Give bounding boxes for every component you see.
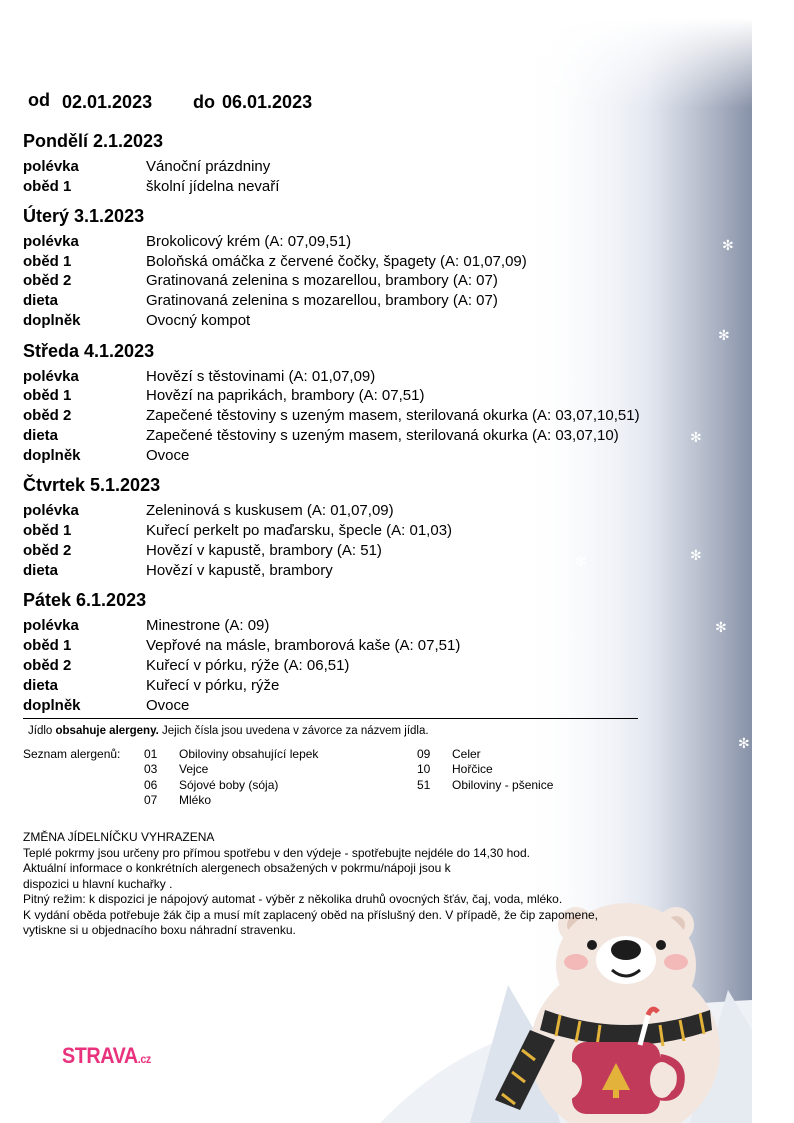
info-line: Pitný režim: k dispozici je nápojový automat - výběr z několika druhů ovocných šťáv, čaj, voda, mléko.: [23, 892, 563, 906]
meal-label: polévka: [23, 158, 79, 175]
meal-text: Vepřové na másle, bramborová kaše (A: 07,51): [146, 637, 461, 654]
svg-text:✻: ✻: [718, 328, 730, 344]
meal-label: oběd 1: [23, 637, 72, 654]
allergen-note-prefix: Jídlo: [28, 725, 56, 737]
meal-text: Hovězí v kapustě, brambory: [146, 562, 333, 579]
meal-label: doplněk: [23, 697, 81, 714]
meal-text: Minestrone (A: 09): [146, 617, 270, 634]
meal-text: Hovězí na paprikách, brambory (A: 07,51): [146, 387, 425, 404]
allergen-code: 10: [417, 762, 431, 776]
period-from-label: od: [28, 90, 50, 110]
allergen-name: Celer: [452, 747, 481, 761]
svg-text:✻: ✻: [738, 736, 750, 752]
meal-text: Brokolicový krém (A: 07,09,51): [146, 233, 352, 250]
divider: [23, 718, 638, 719]
meal-text: Vánoční prázdniny: [146, 158, 271, 175]
meal-text: Ovoce: [146, 697, 190, 714]
allergen-list-label: Seznam alergenů:: [23, 747, 121, 761]
svg-text:✻: ✻: [575, 554, 587, 570]
meal-label: dieta: [23, 562, 59, 579]
allergen-code: 01: [144, 747, 158, 761]
meal-label: oběd 1: [23, 178, 72, 195]
meal-text: školní jídelna nevaří: [146, 178, 280, 195]
allergen-note-bold: obsahuje alergeny.: [55, 725, 159, 737]
meal-text: Hovězí v kapustě, brambory (A: 51): [146, 542, 382, 559]
meal-label: doplněk: [23, 447, 81, 464]
meal-label: polévka: [23, 368, 79, 385]
info-line: Aktuální informace o konkrétních alergenech obsažených v pokrmu/nápoji jsou k dispozici u hlavní kuchařky .: [23, 861, 451, 891]
period-from-date: 02.01.2023: [62, 92, 153, 112]
allergen-code: 09: [417, 747, 431, 761]
day-title: Pondělí 2.1.2023: [23, 131, 164, 151]
meal-label: polévka: [23, 617, 79, 634]
day-title: Čtvrtek 5.1.2023: [23, 475, 161, 495]
meal-label: oběd 2: [23, 657, 72, 674]
info-line: Teplé pokrmy jsou určeny pro přímou spotřebu v den výdeje - spotřebujte nejdéle do 14,30 hod.: [23, 845, 530, 860]
svg-text:✻: ✻: [690, 548, 702, 564]
meal-label: polévka: [23, 233, 79, 250]
allergen-name: Vejce: [179, 762, 209, 776]
meal-label: dieta: [23, 292, 59, 309]
day-title: Úterý 3.1.2023: [23, 206, 145, 226]
info-block: [23, 830, 623, 939]
allergen-name: Sójové boby (sója): [179, 778, 279, 792]
meal-text: Gratinovaná zelenina s mozarellou, brambory (A: 07): [146, 292, 498, 309]
meal-label: oběd 1: [23, 253, 72, 270]
allergen-note: [28, 725, 429, 737]
meal-label: oběd 2: [23, 407, 72, 424]
allergen-name: Hořčice: [452, 762, 493, 776]
allergen-note-suffix: Jejich čísla jsou uvedena v závorce za názvem jídla.: [158, 725, 429, 737]
meal-label: dieta: [23, 427, 59, 444]
meal-text: Hovězí s těstovinami (A: 01,07,09): [146, 368, 376, 385]
meal-label: doplněk: [23, 312, 81, 329]
allergen-code: 51: [417, 778, 431, 792]
period-to-label: do: [193, 92, 215, 112]
allergen-name: Obiloviny - pšenice: [452, 778, 554, 792]
meal-label: dieta: [23, 677, 59, 694]
meal-text: Zapečené těstoviny s uzeným masem, sterilovaná okurka (A: 03,07,10): [146, 427, 619, 444]
allergen-code: 03: [144, 762, 158, 776]
period-to-date: 06.01.2023: [222, 92, 313, 112]
meal-text: Kuřecí perkelt po maďarsku, špecle (A: 01,03): [146, 522, 453, 539]
svg-text:✻: ✻: [722, 238, 734, 254]
meal-label: polévka: [23, 502, 79, 519]
meal-label: oběd 1: [23, 387, 72, 404]
meal-label: oběd 2: [23, 272, 72, 289]
meal-text: Gratinovaná zelenina s mozarellou, brambory (A: 07): [146, 272, 498, 289]
meal-text: Zapečené těstoviny s uzeným masem, sterilovaná okurka (A: 03,07,10,51): [146, 407, 640, 424]
meal-label: oběd 1: [23, 522, 72, 539]
meal-text: Ovocný kompot: [146, 312, 251, 329]
allergen-code: 07: [144, 793, 158, 807]
allergen-name: Mléko: [179, 793, 212, 807]
meal-text: Boloňská omáčka z červené čočky, špagety (A: 01,07,09): [146, 253, 527, 270]
day-title: Středa 4.1.2023: [23, 341, 155, 361]
day-title: Pátek 6.1.2023: [23, 590, 147, 610]
logo-domain: .cz: [137, 1052, 151, 1066]
info-heading: ZMĚNA JÍDELNÍČKU VYHRAZENA: [23, 830, 215, 844]
strava-logo: [62, 1043, 151, 1069]
meal-label: oběd 2: [23, 542, 72, 559]
allergen-code: 06: [144, 778, 158, 792]
svg-text:✻: ✻: [715, 620, 727, 636]
meal-text: Zeleninová s kuskusem (A: 01,07,09): [146, 502, 394, 519]
allergen-name: Obiloviny obsahující lepek: [179, 747, 319, 761]
meal-text: Ovoce: [146, 447, 190, 464]
meal-text: Kuřecí v pórku, rýže: [146, 677, 280, 694]
svg-text:✻: ✻: [690, 430, 702, 446]
info-line: K vydání oběda potřebuje žák čip a musí mít zaplacený oběd na příslušný den. V případě, že čip zapomene, vytiskne si u objednacího boxu náhradní stravenku.: [23, 907, 599, 937]
meal-text: Kuřecí v pórku, rýže (A: 06,51): [146, 657, 350, 674]
logo-main: STRAVA: [62, 1043, 138, 1068]
